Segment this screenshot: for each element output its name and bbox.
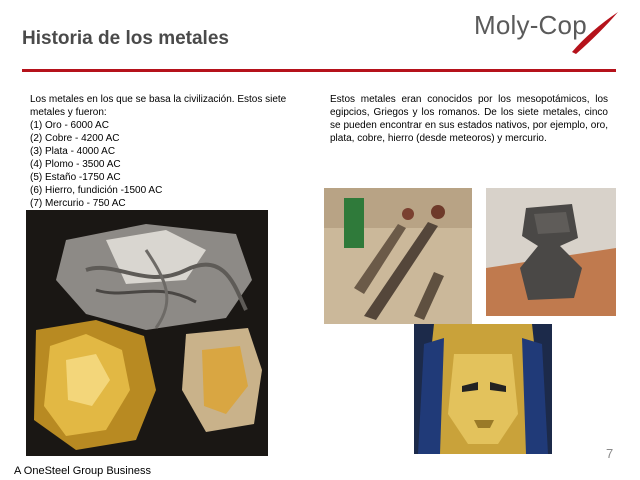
footer-text: A OneSteel Group Business (14, 465, 151, 477)
list-item: (2) Cobre - 4200 AC (30, 133, 120, 144)
metals-intro: Los metales en los que se basa la civilización. Estos siete metales y fueron: (30, 94, 287, 118)
list-item: (6) Hierro, fundición -1500 AC (30, 185, 163, 196)
title-divider (22, 69, 616, 72)
native-metals-photo (26, 210, 268, 456)
figurine-photo (486, 188, 616, 316)
logo-text: Moly-Cop (474, 10, 587, 40)
list-item: (3) Plata - 4000 AC (30, 146, 116, 157)
list-item: (1) Oro - 6000 AC (30, 120, 109, 131)
metals-list (30, 119, 320, 210)
metals-list-block (30, 93, 320, 210)
list-item: (5) Estaño -1750 AC (30, 172, 121, 183)
daggers-photo (324, 188, 472, 324)
logo-swoosh-icon (562, 8, 622, 56)
list-item: (4) Plomo - 3500 AC (30, 159, 121, 170)
list-item: (7) Mercurio - 750 AC (30, 198, 126, 209)
history-paragraph: Estos metales eran conocidos por los mesopotámicos, los egipcios, Griegos y los romanos. De los siete metales, cinco se pueden encontrar en sus estados nativos, por ejemplo, oro, plata, cobre, hierro (desde meteoros) y mercurio. (330, 94, 608, 144)
golden-mask-photo (414, 324, 552, 454)
slide-title: Historia de los metales (22, 28, 229, 49)
page-number: 7 (606, 446, 614, 461)
moly-cop-logo (474, 8, 624, 48)
